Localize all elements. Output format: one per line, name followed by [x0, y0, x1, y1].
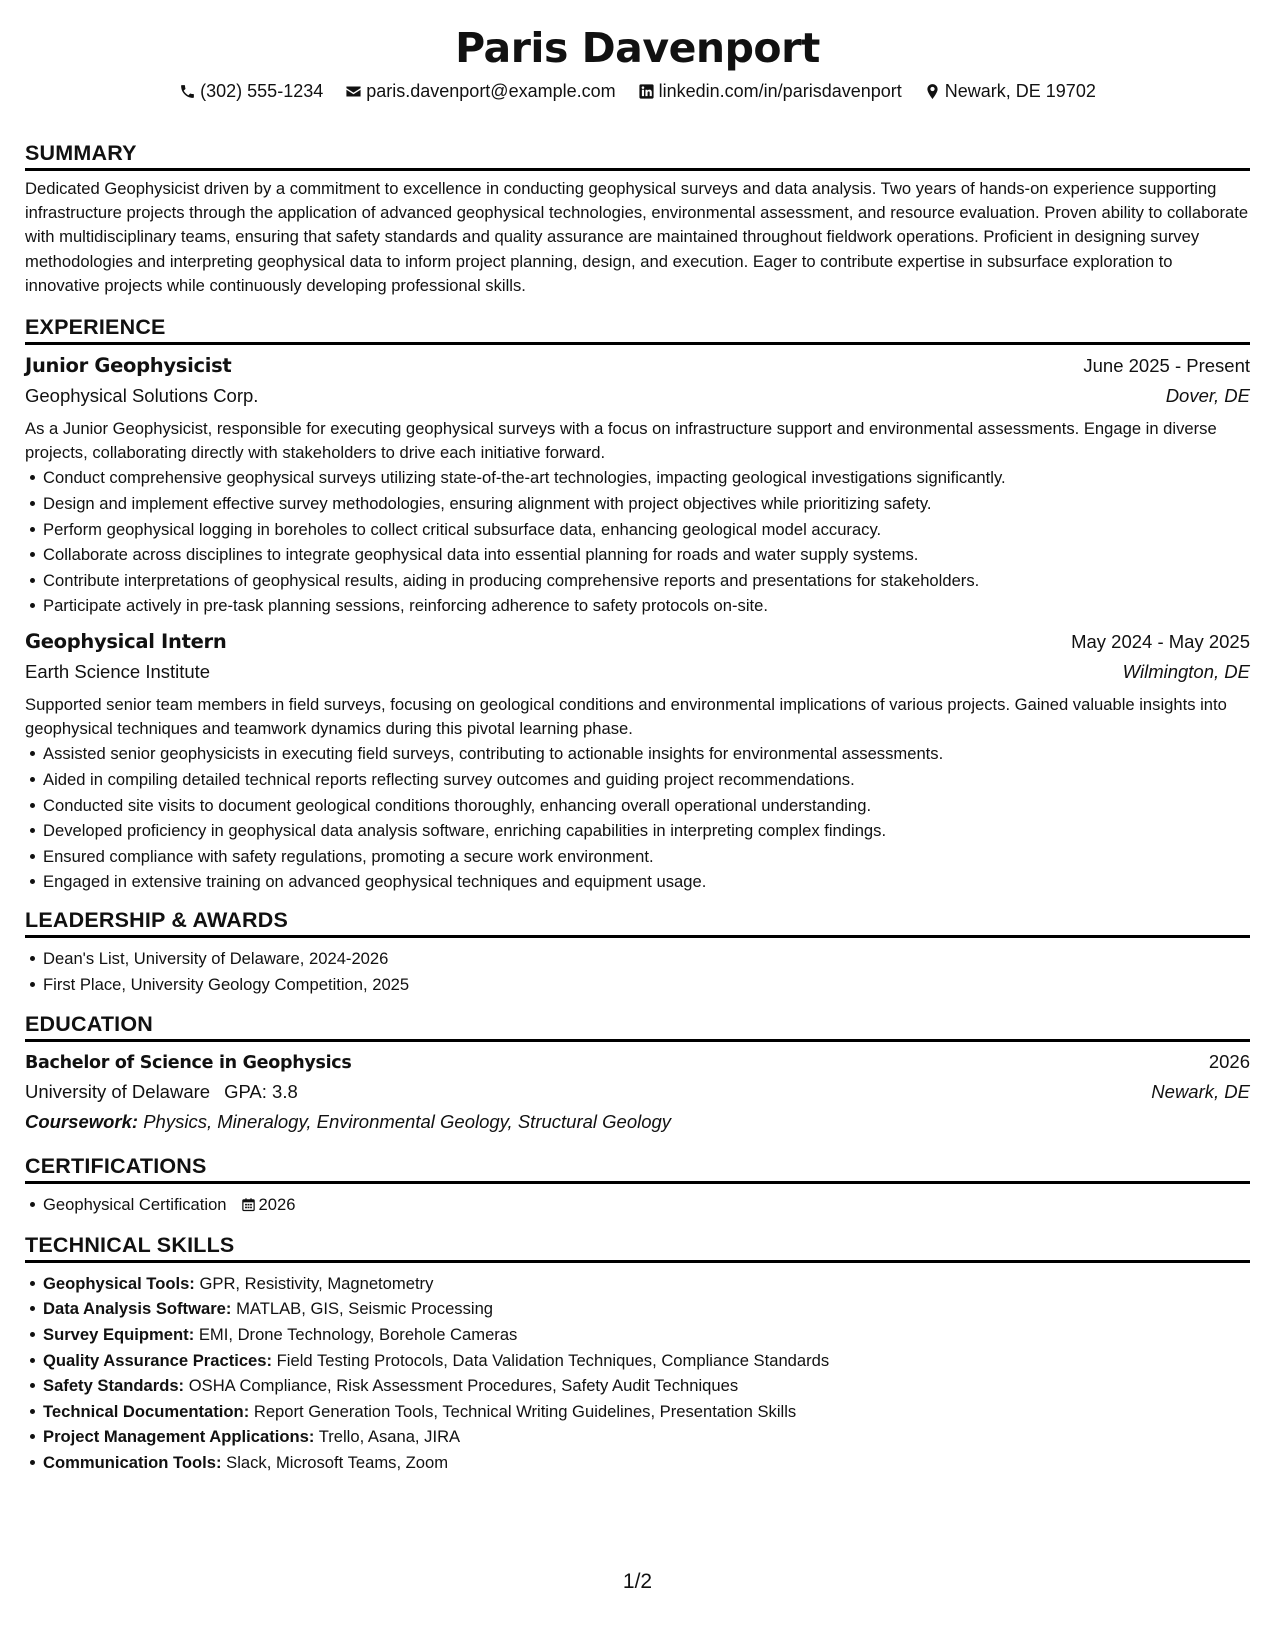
calendar-icon: [227, 1197, 259, 1212]
certifications-section: [25, 1153, 1250, 1218]
job-bullets: [25, 741, 1250, 895]
list-item: First Place, University Geology Competition, 2025: [43, 972, 1250, 998]
skill-label: Quality Assurance Practices:: [43, 1350, 273, 1370]
skill-value: Field Testing Protocols, Data Validation Techniques, Compliance Standards: [276, 1350, 830, 1370]
certifications-list: [25, 1192, 1250, 1218]
list-item: Contribute interpretations of geophysical results, aiding in producing comprehensive reports and presentations for stakeholders.: [43, 568, 1250, 594]
summary-section: [25, 140, 1250, 298]
education-location: Newark, DE: [1151, 1081, 1250, 1103]
university-name: University of Delaware: [25, 1081, 211, 1103]
skill-label: Data Analysis Software:: [43, 1299, 232, 1319]
certification-name: Geophysical Certification: [43, 1195, 227, 1215]
list-item: Ensured compliance with safety regulations, promoting a secure work environment.: [43, 844, 1250, 870]
list-item: Engaged in extensive training on advanced geophysical techniques and equipment usage.: [43, 869, 1250, 895]
contact-linkedin[interactable]: [638, 80, 902, 102]
map-pin-icon: [924, 83, 941, 100]
section-heading: SUMMARY: [25, 140, 1250, 171]
list-item: Design and implement effective survey methodologies, ensuring alignment with project objectives while prioritizing safety.: [43, 491, 1250, 517]
linkedin-icon: [638, 83, 655, 100]
list-item: Dean's List, University of Delaware, 2024-2026: [43, 946, 1250, 972]
job-title: Junior Geophysicist: [25, 354, 232, 378]
section-heading: TECHNICAL SKILLS: [25, 1232, 1250, 1263]
coursework-text: Physics, Mineralogy, Environmental Geology, Structural Geology: [143, 1111, 672, 1133]
skill-value: Trello, Asana, JIRA: [318, 1427, 461, 1447]
list-item: [43, 1424, 1250, 1450]
linkedin-text: linkedin.com/in/parisdavenport: [658, 81, 902, 101]
gpa: GPA: 3.8: [224, 1081, 298, 1103]
skill-label: Communication Tools:: [43, 1452, 222, 1472]
job-dates: May 2024 - May 2025: [1071, 630, 1250, 652]
skills-list: [25, 1271, 1250, 1476]
education-section: [25, 1011, 1250, 1137]
job-location: Dover, DE: [1165, 385, 1250, 407]
contact-email[interactable]: [345, 80, 615, 102]
list-item: [43, 1271, 1250, 1297]
section-heading: EDUCATION: [25, 1011, 1250, 1042]
email-text: paris.davenport@example.com: [366, 81, 616, 101]
list-item: Assisted senior geophysicists in executing field surveys, contributing to actionable insights for environmental assessments.: [43, 741, 1250, 767]
job-title: Geophysical Intern: [25, 629, 227, 653]
job-dates: June 2025 - Present: [1083, 355, 1250, 377]
skill-label: Safety Standards:: [43, 1376, 185, 1396]
experience-section: [25, 314, 1250, 895]
summary-text: Dedicated Geophysicist driven by a commitment to excellence in conducting geophysical surveys and data analysis. Two years of hands-on experience supporting infrastructure projects through the application of advanced geophysical technologies, environmental assessment, and resource evaluation. Proven ability to collaborate with multidisciplinary teams, ensuring that safety standards and quality assurance are maintained throughout fieldwork operations. Proficient in designing survey methodologies and interpreting geophysical data to inform project planning, design, and execution. Eager to contribute expertise in subsurface exploration to innovative projects while continuously developing professional skills.: [25, 179, 1249, 295]
skill-value: EMI, Drone Technology, Borehole Cameras: [198, 1324, 518, 1344]
list-item: Collaborate across disciplines to integrate geophysical data into essential planning for roads and water supply systems.: [43, 542, 1250, 568]
skill-value: Slack, Microsoft Teams, Zoom: [226, 1452, 449, 1472]
envelope-icon: [345, 83, 362, 100]
job-entry: [25, 627, 1250, 895]
certification-year: 2026: [258, 1195, 296, 1215]
job-organization: Geophysical Solutions Corp.: [25, 385, 259, 407]
list-item: [43, 1296, 1250, 1322]
contact-bar: [25, 80, 1250, 102]
list-item: Conducted site visits to document geological conditions thoroughly, enhancing overall operational understanding.: [43, 793, 1250, 819]
degree-title: Bachelor of Science in Geophysics: [25, 1053, 352, 1074]
list-item: Participate actively in pre-task planning sessions, reinforcing adherence to safety protocols on-site.: [43, 593, 1250, 619]
location-text: Newark, DE 19702: [944, 81, 1096, 101]
job-description: Supported senior team members in field surveys, focusing on geological conditions and environmental implications of various projects. Gained valuable insights into geophysical techniques and teamwork dynamics during this pivotal learning phase.: [25, 694, 1227, 739]
list-item: Aided in compiling detailed technical reports reflecting survey outcomes and guiding project recommendations.: [43, 767, 1250, 793]
job-entry: [25, 351, 1250, 619]
graduation-year: 2026: [1208, 1051, 1250, 1073]
section-heading: EXPERIENCE: [25, 314, 1250, 345]
contact-phone: [179, 80, 323, 102]
list-item: [43, 1348, 1250, 1374]
list-item: Conduct comprehensive geophysical surveys utilizing state-of-the-art technologies, impacting geological investigations significantly.: [43, 465, 1250, 491]
contact-location: [924, 80, 1096, 102]
list-item: [43, 1399, 1250, 1425]
list-item: [43, 1192, 1250, 1218]
skill-value: MATLAB, GIS, Seismic Processing: [236, 1299, 494, 1319]
awards-section: [25, 907, 1250, 997]
skill-label: Technical Documentation:: [43, 1401, 250, 1421]
skill-label: Geophysical Tools:: [43, 1273, 195, 1293]
page-number: 1/2: [622, 1570, 653, 1593]
coursework-line: [25, 1107, 1250, 1137]
skill-label: Survey Equipment:: [43, 1324, 195, 1344]
university-line: [25, 1078, 298, 1106]
skill-value: Report Generation Tools, Technical Writing Guidelines, Presentation Skills: [253, 1401, 797, 1421]
candidate-name: Paris Davenport: [455, 24, 820, 72]
skill-label: Project Management Applications:: [43, 1427, 315, 1447]
skill-value: GPR, Resistivity, Magnetometry: [199, 1273, 434, 1293]
job-bullets: [25, 465, 1250, 619]
resume-page: [25, 0, 1250, 1475]
list-item: [43, 1450, 1250, 1476]
coursework-label: Coursework:: [25, 1111, 139, 1133]
list-item: Developed proficiency in geophysical data analysis software, enriching capabilities in interpreting complex findings.: [43, 818, 1250, 844]
list-item: [43, 1322, 1250, 1348]
skill-value: OSHA Compliance, Risk Assessment Procedures, Safety Audit Techniques: [188, 1376, 739, 1396]
section-heading: LEADERSHIP & AWARDS: [25, 907, 1250, 938]
section-heading: CERTIFICATIONS: [25, 1153, 1250, 1184]
job-description: As a Junior Geophysicist, responsible for executing geophysical surveys with a focus on infrastructure support and environmental assessments. Engage in diverse projects, collaborating directly with stakeholders to drive each initiative forward.: [25, 419, 1217, 463]
job-location: Wilmington, DE: [1122, 660, 1250, 682]
skills-section: [25, 1232, 1250, 1476]
list-item: [43, 1373, 1250, 1399]
awards-list: [25, 946, 1250, 997]
phone-text: (302) 555-1234: [200, 81, 324, 101]
list-item: Perform geophysical logging in boreholes to collect critical subsurface data, enhancing geological model accuracy.: [43, 517, 1250, 543]
phone-icon: [179, 83, 196, 100]
job-organization: Earth Science Institute: [25, 660, 211, 682]
